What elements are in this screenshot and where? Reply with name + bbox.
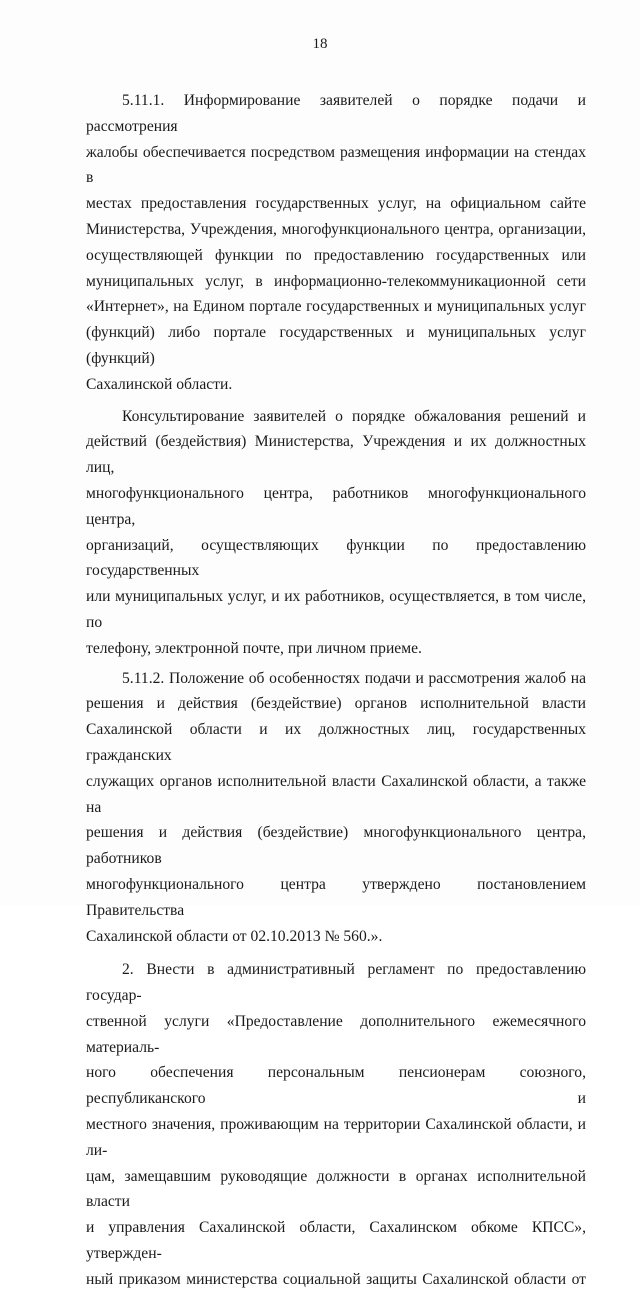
page-number: 18 bbox=[312, 36, 328, 52]
text-line: местного значения, проживающим на территории Сахалинской области, и ли- bbox=[86, 1116, 586, 1159]
text-line: решения и действия (бездействие) многофункционального центра, работников bbox=[86, 824, 586, 868]
text-line: 5.11.1. Информирование заявителей о порядке подачи и рассмотрения bbox=[86, 92, 586, 135]
text-line: Сахалинской области. bbox=[86, 375, 233, 393]
text-line: Сахалинской области от 02.10.2013 № 560.». bbox=[86, 927, 383, 945]
paragraph-5-11-1 bbox=[86, 88, 586, 398]
text-line: многофункционального центра, работников многофункционального центра, bbox=[86, 484, 586, 528]
paragraph-2 bbox=[86, 957, 586, 1292]
text-line: и управления Сахалинской области, Сахалинском обкоме КПСС», утвержден- bbox=[86, 1219, 586, 1263]
text-line: 5.11.2. Положение об особенностях подачи и рассмотрения жалоб на bbox=[122, 669, 586, 687]
text-line: ственной услуги «Предоставление дополнительного ежемесячного материаль- bbox=[86, 1012, 586, 1056]
text-line: служащих органов исполнительной власти Сахалинской области, а также на bbox=[86, 772, 586, 816]
text-line: организаций, осуществляющих функции по предоставлению государственных bbox=[86, 536, 586, 580]
document-body bbox=[86, 88, 586, 1293]
text-line: ного обеспечения персональным пенсионерам союзного, республиканского и bbox=[86, 1064, 586, 1108]
text-line: жалобы обеспечивается посредством размещения информации на стендах в bbox=[86, 143, 586, 187]
text-line: многофункционального центра утверждено постановлением Правительства bbox=[86, 875, 586, 919]
paragraph-5-11-2 bbox=[86, 666, 586, 950]
text-line: (функций) либо портале государственных и муниципальных услуг (функций) bbox=[86, 324, 586, 367]
text-line: цам, замещавшим руководящие должности в органах исполнительной власти bbox=[86, 1167, 586, 1211]
text-line: муниципальных услуг, в информационно-телекоммуникационной сети bbox=[86, 272, 586, 290]
text-line: осуществляющей функции по предоставлению государственных или bbox=[86, 246, 586, 264]
text-line: Консультирование заявителей о порядке обжалования решений и bbox=[122, 407, 586, 425]
text-line: действий (бездействия) Министерства, Учреждения и их должностных лиц, bbox=[86, 433, 586, 477]
text-line: Министерства, Учреждения, многофункционального центра, организации, bbox=[86, 220, 586, 238]
text-line: местах предоставления государственных услуг, на официальном сайте bbox=[86, 195, 586, 213]
text-line: Сахалинской области и их должностных лиц, государственных гражданских bbox=[86, 721, 586, 764]
text-line: ный приказом министерства социальной защиты Сахалинской области от bbox=[86, 1270, 586, 1288]
text-line: или муниципальных услуг, и их работников, осуществляется, в том числе, по bbox=[86, 588, 586, 631]
text-line: 2. Внести в административный регламент по предоставлению государ- bbox=[86, 961, 586, 1005]
paragraph-consultation bbox=[86, 404, 586, 662]
text-line: «Интернет», на Едином портале государственных и муниципальных услуг bbox=[86, 298, 586, 316]
text-line: решения и действия (бездействие) органов исполнительной власти bbox=[86, 695, 586, 713]
text-line: телефону, электронной почте, при личном приеме. bbox=[86, 639, 422, 657]
